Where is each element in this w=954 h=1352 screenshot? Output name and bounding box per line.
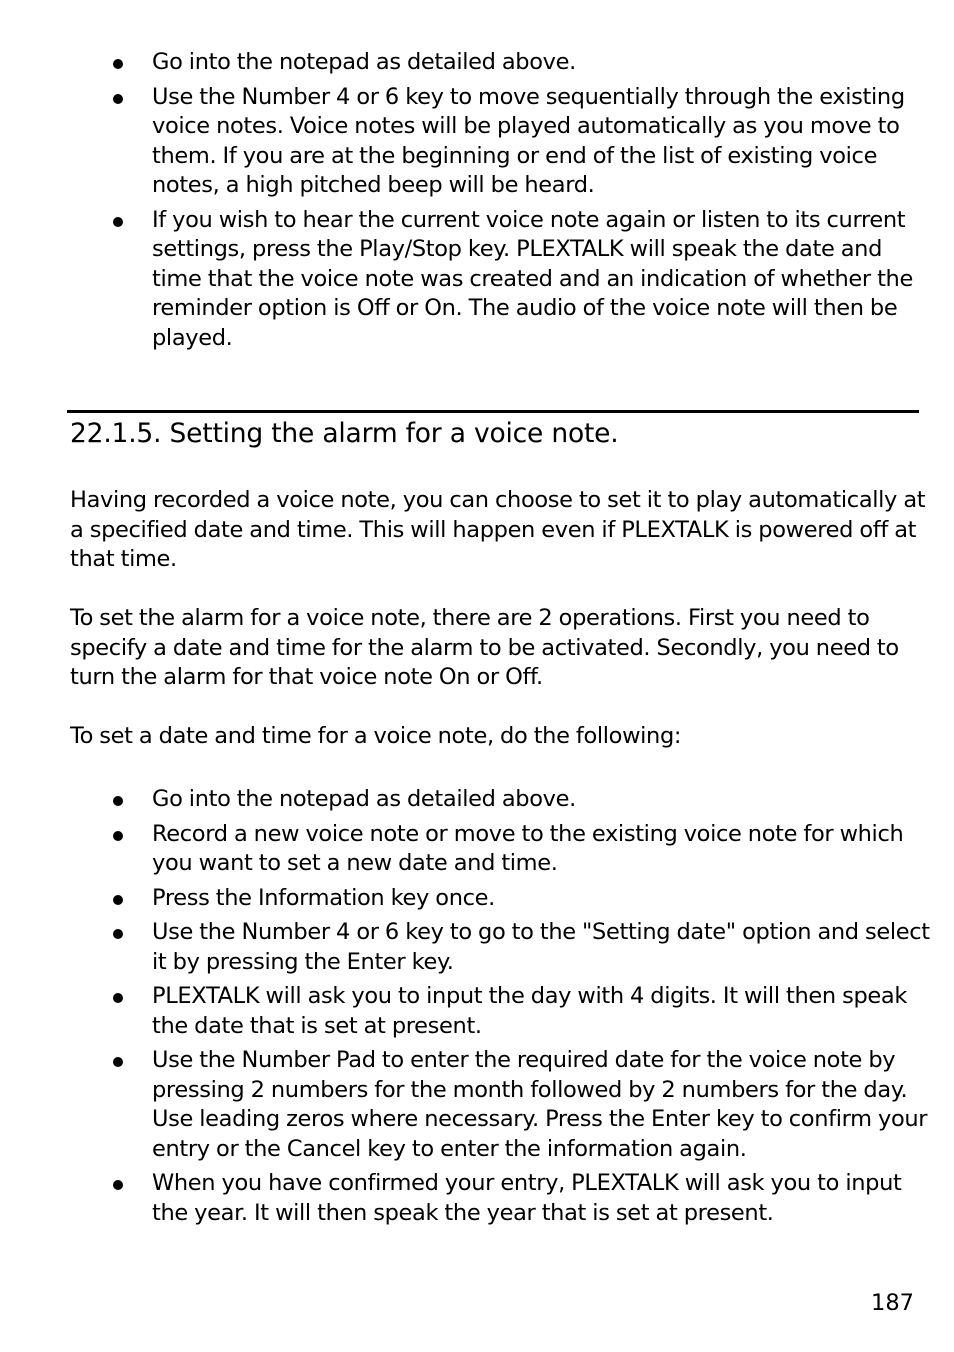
steps-intro-paragraph: To set a date and time for a voice note, do the following:: [70, 723, 682, 749]
bullet-icon: [113, 993, 123, 1003]
section-heading: 22.1.5. Setting the alarm for a voice note.: [70, 418, 619, 449]
list-item: [0, 982, 954, 1041]
list-item: [0, 206, 954, 354]
list-item-text: Go into the notepad as detailed above.: [152, 786, 576, 812]
bullet-icon: [113, 1057, 123, 1067]
list-item-text: Use the Number Pad to enter the required date for the voice note by pressing 2 numbers for the month followed by 2 numbers for the day. Use leading zeros where necessary. Press the Enter key to confirm your entry or the Cancel key to enter the information again.: [152, 1047, 928, 1162]
set-date-steps-list: [0, 785, 954, 1233]
list-item: [0, 48, 954, 78]
bullet-icon: [113, 59, 123, 69]
bullet-icon: [113, 796, 123, 806]
bullet-icon: [113, 831, 123, 841]
list-item: [0, 1046, 954, 1164]
list-item-text: Press the Information key once.: [152, 884, 495, 911]
list-item-text: Use the Number 4 or 6 key to go to the "Setting date" option and select it by pressing the Enter key.: [152, 919, 930, 975]
list-item: [0, 884, 954, 914]
list-item: [0, 1169, 954, 1228]
list-item-text: Record a new voice note or move to the existing voice note for which you want to set a new date and time.: [152, 820, 904, 876]
list-item-text: PLEXTALK will ask you to input the day with 4 digits. It will then speak the date that is set at present.: [152, 983, 908, 1039]
bullet-icon: [113, 217, 123, 227]
section-divider: [67, 410, 919, 413]
list-item-text: Use the Number 4 or 6 key to move sequentially through the existing voice notes. Voice notes will be played automatically as you move to them. If you are at the beginning or end of the list of existing voice notes, a high pitched beep will be heard.: [152, 83, 905, 198]
bullet-icon: [113, 929, 123, 939]
voice-note-browse-list: [0, 48, 954, 358]
page-number: 187: [871, 1290, 914, 1316]
list-item: [0, 83, 954, 201]
list-item-text: Go into the notepad as detailed above.: [152, 49, 576, 75]
list-item-text: When you have confirmed your entry, PLEXTALK will ask you to input the year. It will then speak the year that is set at present.: [152, 1170, 902, 1226]
list-item: [0, 785, 954, 815]
bullet-icon: [113, 895, 123, 905]
operations-paragraph: To set the alarm for a voice note, there are 2 operations. First you need to specify a date and time for the alarm to be activated. Secondly, you need to turn the alarm for that voice note On or Off.: [70, 605, 899, 690]
list-item: [0, 918, 954, 977]
bullet-icon: [113, 94, 123, 104]
list-item-text: If you wish to hear the current voice note again or listen to its current settings, press the Play/Stop key. PLEXTALK will speak the date and time that the voice note was created and an indication of whether the reminder option is Off or On. The audio of the voice note will then be played.: [152, 206, 913, 351]
bullet-icon: [113, 1180, 123, 1190]
list-item: [0, 820, 954, 879]
intro-paragraph: Having recorded a voice note, you can choose to set it to play automatically at a specified date and time. This will happen even if PLEXTALK is powered off at that time.: [70, 487, 926, 572]
